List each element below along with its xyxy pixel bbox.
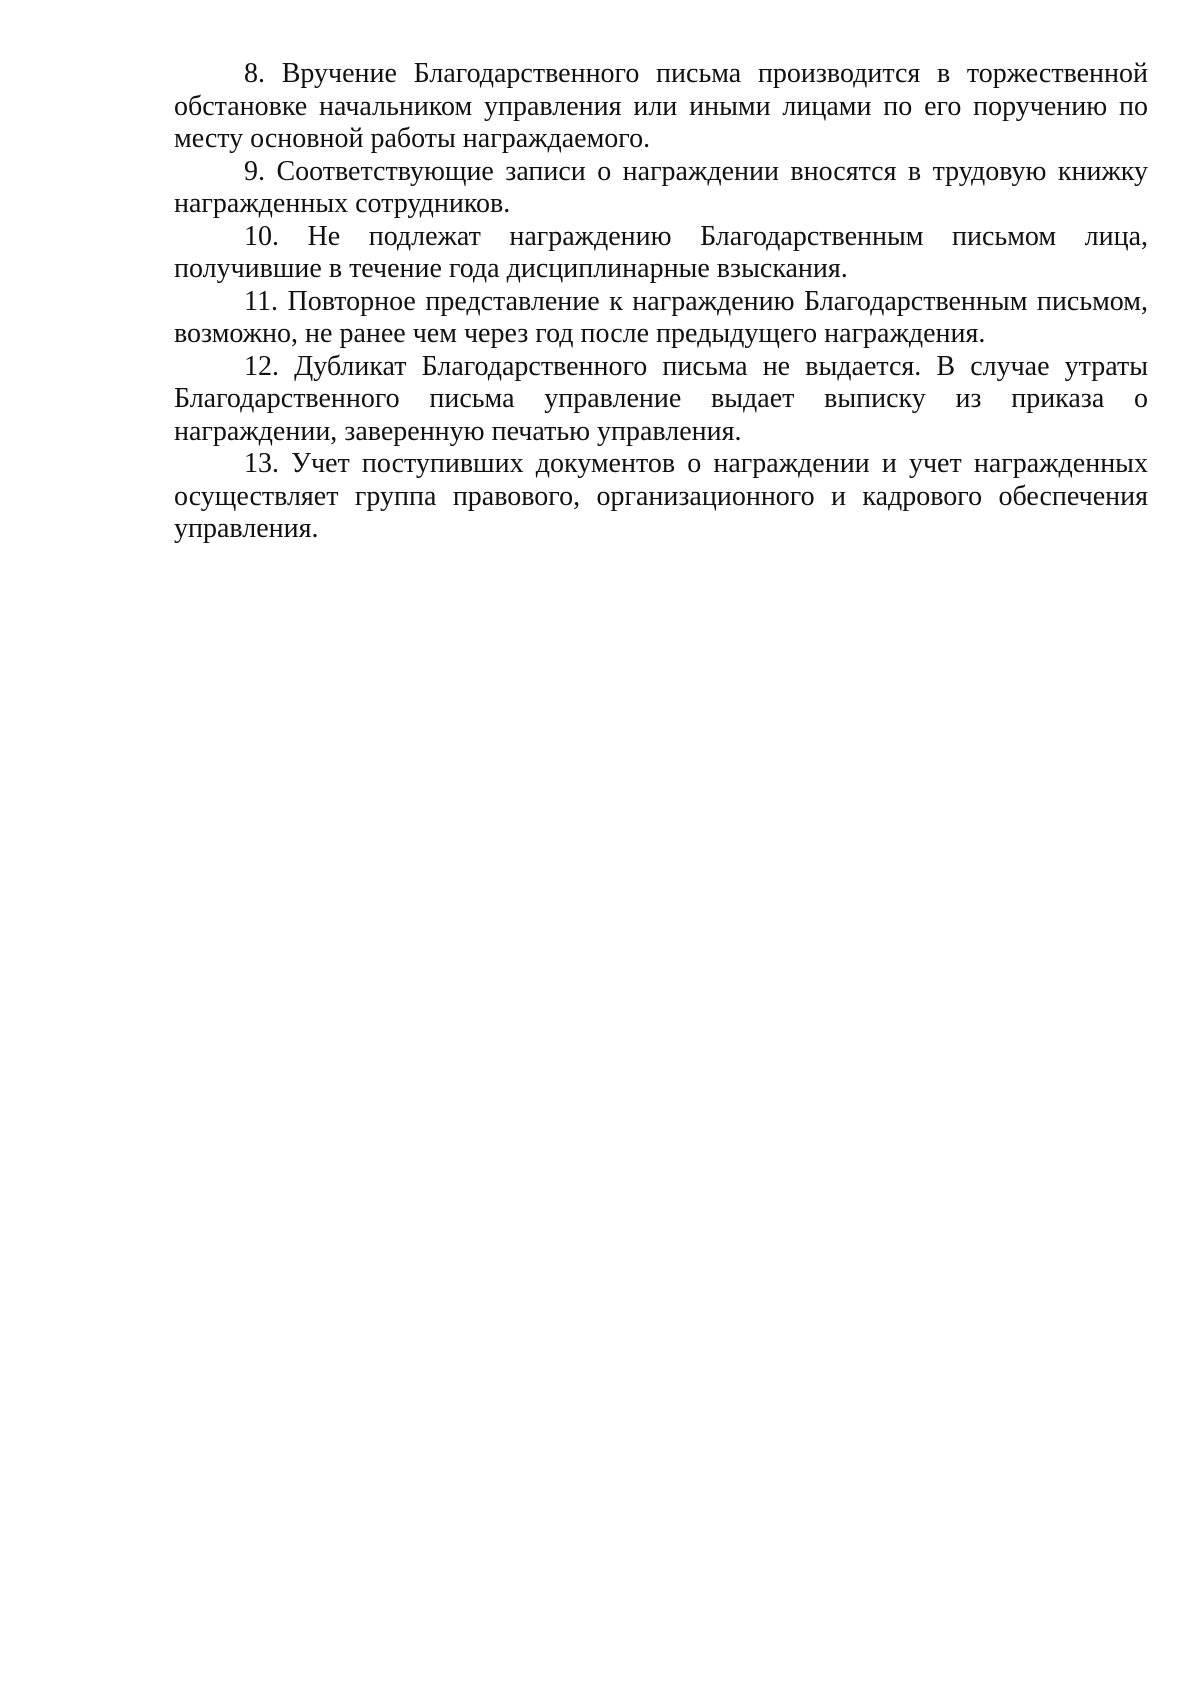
- paragraph-number: 9.: [244, 155, 265, 187]
- paragraph-number: 8.: [244, 58, 265, 89]
- paragraph-8: [174, 58, 1148, 156]
- paragraph-13: [174, 448, 1148, 546]
- paragraph-text: Соответствующие записи о награждении вносятся в трудовую книжку награжденных сотрудников.: [174, 155, 1148, 219]
- paragraph-number: 12.: [244, 350, 279, 382]
- paragraph-number: 13.: [244, 448, 279, 479]
- paragraph-11: [174, 286, 1148, 351]
- paragraph-9: [174, 156, 1148, 221]
- paragraph-text: Дубликат Благодарственного письма не выдается. В случае утраты Благодарственного письма управление выдает выписку из приказа о награждении, заверенную печатью управления.: [174, 350, 1149, 447]
- paragraph-10: [174, 221, 1148, 286]
- paragraph-text: Вручение Благодарственного письма производится в торжественной обстановке начальником управления или иными лицами по его поручению по месту основной работы награждаемого.: [174, 58, 1149, 154]
- paragraph-text: Не подлежат награждению Благодарственным письмом лица, получившие в течение года дисциплинарные взыскания.: [174, 220, 1149, 284]
- document-body: [174, 58, 1148, 546]
- paragraph-number: 10.: [244, 220, 279, 252]
- paragraph-text: Учет поступивших документов о награждении и учет награжденных осуществляет группа правового, организационного и кадрового обеспечения управления.: [174, 448, 1148, 544]
- paragraph-12: [174, 351, 1148, 449]
- paragraph-number: 11.: [244, 285, 278, 317]
- paragraph-text: Повторное представление к награждению Благодарственным письмом, возможно, не ранее чем через год после предыдущего награждения.: [174, 285, 1148, 349]
